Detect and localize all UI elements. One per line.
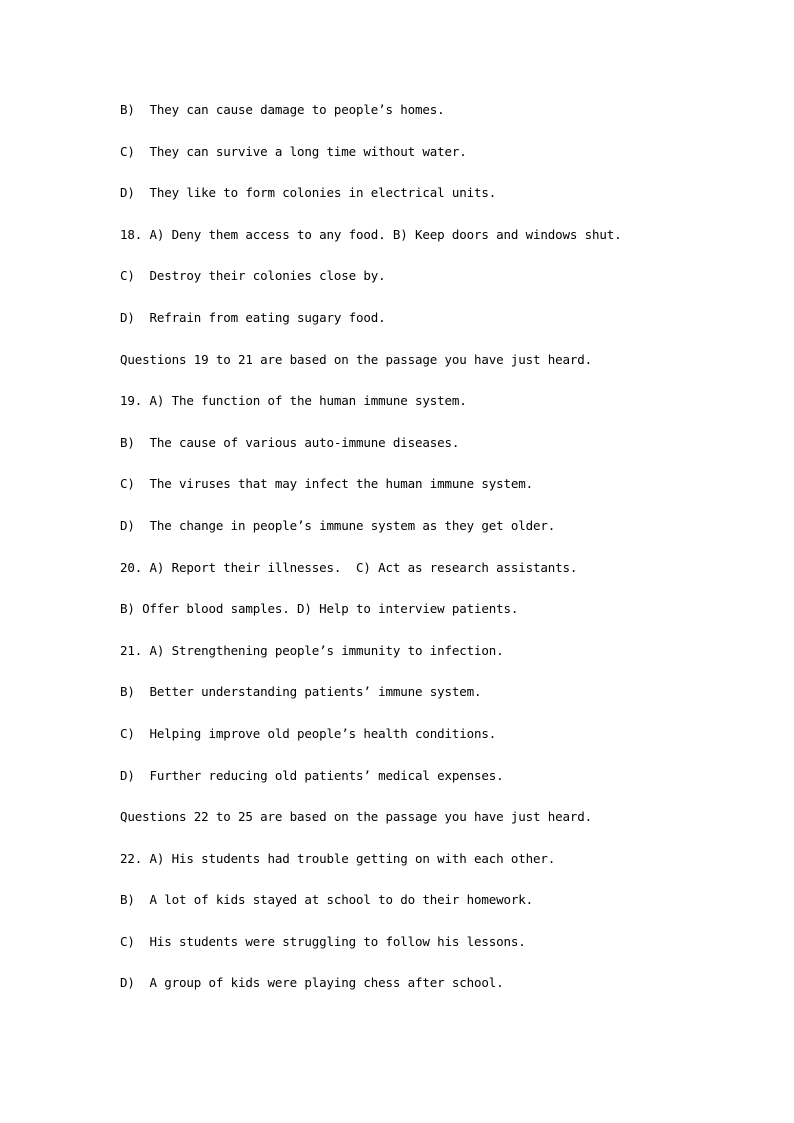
option-19c: C) The viruses that may infect the human immune system.	[120, 476, 534, 492]
option-17d: D) They like to form colonies in electrical units.	[120, 185, 497, 201]
option-21c: C) Helping improve old people’s health conditions.	[120, 725, 497, 741]
section-heading-22-25: Questions 22 to 25 are based on the passage you have just heard.	[120, 809, 593, 825]
option-19b: B) The cause of various auto-immune diseases.	[120, 434, 460, 450]
question-18-options-ab: 18. A) Deny them access to any food. B) Keep doors and windows shut.	[120, 226, 622, 242]
option-21d: D) Further reducing old patients’ medical expenses.	[120, 767, 504, 783]
section-heading-19-21: Questions 19 to 21 are based on the passage you have just heard.	[120, 351, 593, 367]
question-21-option-a: 21. A) Strengthening people’s immunity to infection.	[120, 642, 504, 658]
question-19-option-a: 19. A) The function of the human immune system.	[120, 393, 467, 409]
option-19d: D) The change in people’s immune system as they get older.	[120, 517, 556, 533]
option-17b: B) They can cause damage to people’s homes.	[120, 102, 445, 117]
option-22c: C) His students were struggling to follow his lessons.	[120, 933, 526, 949]
option-18c: C) Destroy their colonies close by.	[120, 268, 386, 284]
document-body	[120, 100, 760, 1015]
option-17c: C) They can survive a long time without water.	[120, 143, 467, 159]
option-21b: B) Better understanding patients’ immune system.	[120, 684, 482, 700]
option-18d: D) Refrain from eating sugary food.	[120, 309, 386, 325]
question-22-option-a: 22. A) His students had trouble getting on with each other.	[120, 850, 556, 866]
options-20-bd: B) Offer blood samples. D) Help to interview patients.	[120, 601, 519, 617]
option-22d: D) A group of kids were playing chess after school.	[120, 975, 504, 991]
question-20-options-ac: 20. A) Report their illnesses. C) Act as research assistants.	[120, 559, 578, 575]
option-22b: B) A lot of kids stayed at school to do their homework.	[120, 892, 534, 908]
